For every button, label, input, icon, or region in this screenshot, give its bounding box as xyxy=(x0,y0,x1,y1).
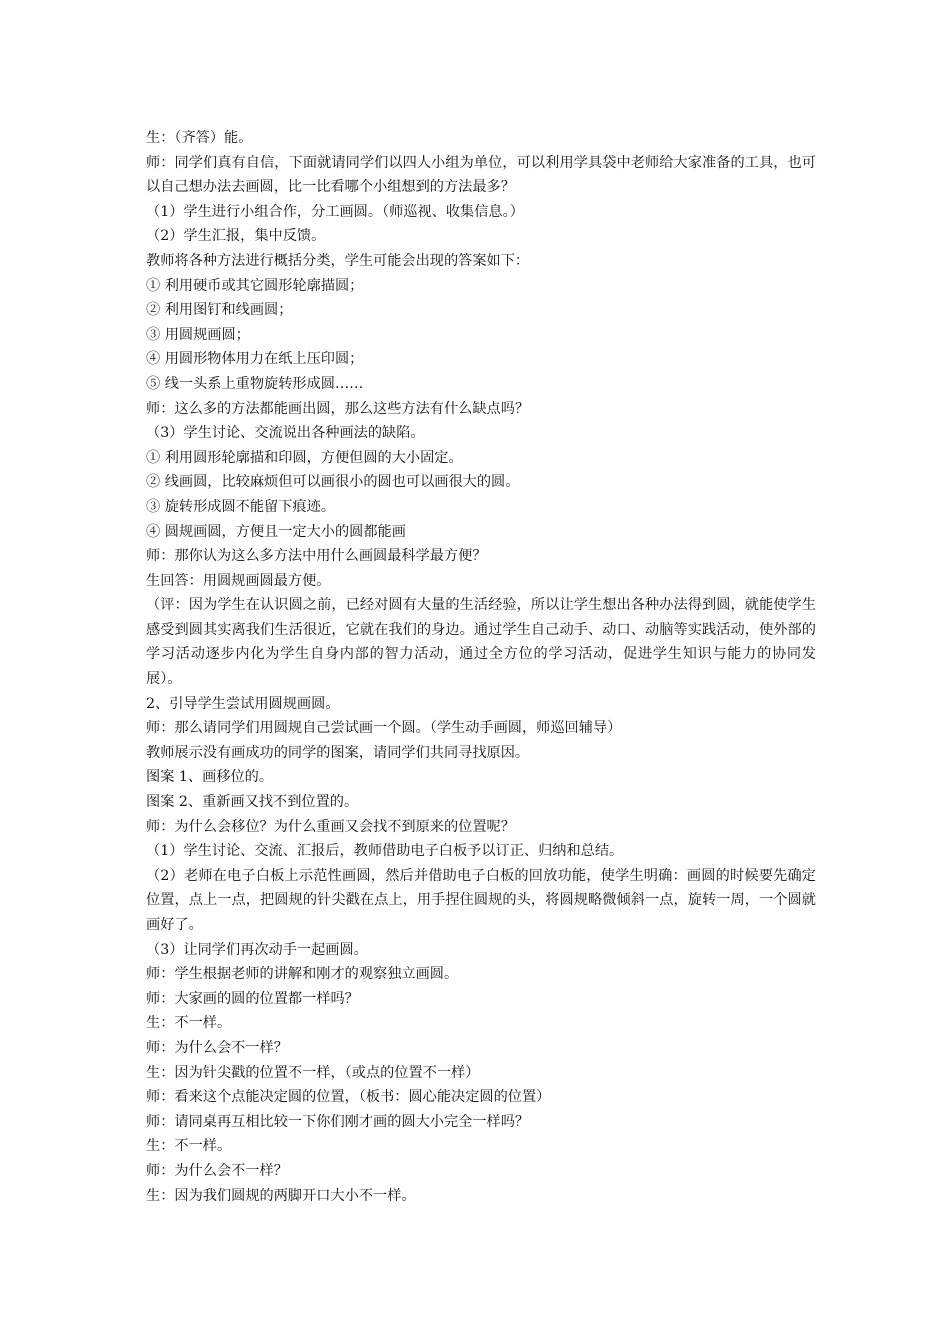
text-line: 生：（齐答）能。 xyxy=(146,130,253,146)
text-line: （3）学生讨论、交流说出各种画法的缺陷。 xyxy=(146,425,425,442)
text-line: 生：不一样。 xyxy=(146,1015,232,1032)
text-line: 生：不一样。 xyxy=(146,1138,232,1155)
text-line: 师：那么请同学们用圆规自己尝试画一个圆。（学生动手画圆，师巡回辅导） xyxy=(146,720,622,737)
text-line: ③ 旋转形成圆不能留下痕迹。 xyxy=(146,498,335,515)
text-line: 生：因为针尖戳的位置不一样，（或点的位置不一样） xyxy=(146,1064,480,1081)
text-line: 师：这么多的方法都能画出圆，那么这些方法有什么缺点吗？ xyxy=(146,400,530,417)
text-line: 生：因为我们圆规的两脚开口大小不一样。 xyxy=(146,1187,416,1204)
text-line: ③ 用圆规画圆； xyxy=(146,326,250,343)
text-line: 师：同学们真有自信，下面就请同学们以四人小组为单位，可以利用学具袋中老师给大家准备的工具，也可以自己想办法去画圆，比一比看哪个小组想到的方法最多？ xyxy=(146,154,816,196)
text-line: 师：为什么会移位？为什么重画又会找不到原来的位置呢？ xyxy=(146,818,515,835)
text-line: 师：看来这个点能决定圆的位置，（板书：圆心能决定圆的位置） xyxy=(146,1089,551,1106)
text-line: 图案 1、画移位的。 xyxy=(146,769,274,786)
text-line: 师：学生根据老师的讲解和刚才的观察独立画圆。 xyxy=(146,966,459,983)
text-line: ② 线画圆，比较麻烦但可以画很小的圆也可以画很大的圆。 xyxy=(146,474,520,491)
text-line: ④ 圆规画圆，方便且一定大小的圆都能画 xyxy=(146,523,406,540)
text-line: ① 利用圆形轮廓描和印圆，方便但圆的大小固定。 xyxy=(146,449,463,466)
text-line: ④ 用圆形物体用力在纸上压印圆； xyxy=(146,351,364,368)
text-line: 图案 2、重新画又找不到位置的。 xyxy=(146,794,359,811)
text-line: （评：因为学生在认识圆之前，已经对圆有大量的生活经验，所以让学生想出各种办法得到圆，就能使学生感受到圆其实离我们生活很近，它就在我们的身边。通过学生自己动手、动口、动脑等实践活动，使外部的学习活动逐步内化为学生自身内部的智力活动，通过全方位的学习活动，促进学生知识与能力的协同发展）。 xyxy=(146,597,816,688)
text-line: （2）学生汇报，集中反馈。 xyxy=(146,228,326,245)
text-line: 师：大家画的圆的位置都一样吗？ xyxy=(146,990,359,1007)
text-line: （1）学生讨论、交流、汇报后，教师借助电子白板予以订正、归纳和总结。 xyxy=(146,843,624,860)
text-line: （1）学生进行小组合作，分工画圆。（师巡视、收集信息。） xyxy=(146,203,524,220)
text-line: 师：为什么会不一样？ xyxy=(146,1039,288,1056)
text-line: （2）老师在电子白板上示范性画圆，然后并借助电子白板的回放功能，使学生明确：画圆的时候要先确定位置，点上一点，把圆规的针尖戳在点上，用手捏住圆规的头，将圆规略微倾斜一点，旋转一周，一个圆就画好了。 xyxy=(146,867,816,933)
text-line: ⑤ 线一头系上重物旋转形成圆…… xyxy=(146,375,364,392)
text-line: 教师将各种方法进行概括分类，学生可能会出现的答案如下： xyxy=(146,252,530,269)
text-line: 师：为什么会不一样？ xyxy=(146,1162,288,1179)
text-line: 生回答：用圆规画圆最方便。 xyxy=(146,572,331,589)
text-line: 师：那你认为这么多方法中用什么画圆最科学最方便？ xyxy=(146,548,487,565)
text-line: 教师展示没有画成功的同学的图案，请同学们共同寻找原因。 xyxy=(146,744,530,761)
text-line: 2、引导学生尝试用圆规画圆。 xyxy=(146,695,340,712)
text-line: 师：请同桌再互相比较一下你们刚才画的圆大小完全一样吗？ xyxy=(146,1113,530,1130)
text-line: （3）让同学们再次动手一起画圆。 xyxy=(146,941,368,958)
text-line: ① 利用硬币或其它圆形轮廓描圆； xyxy=(146,277,364,294)
text-line: ② 利用图钉和线画圆； xyxy=(146,302,293,319)
document-body xyxy=(146,126,816,1208)
